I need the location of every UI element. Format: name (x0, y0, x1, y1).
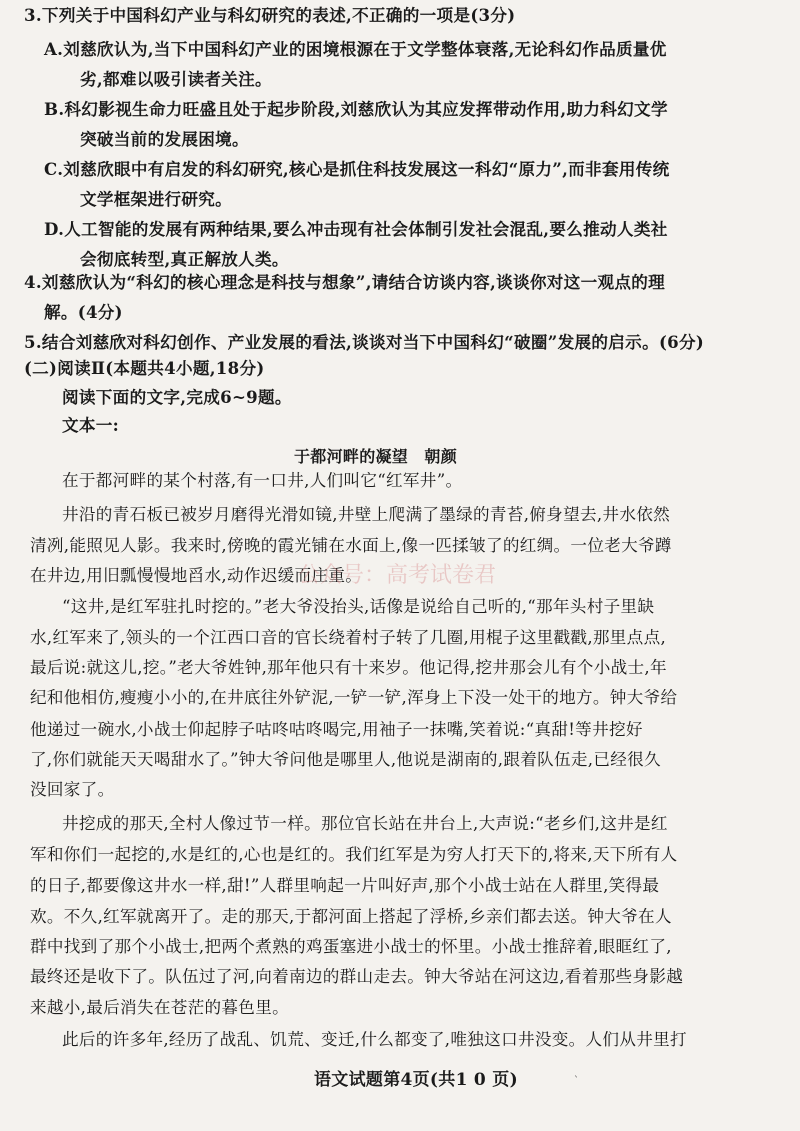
article-line: 欢。不久,红军就离开了。走的那天,于都河面上搭起了浮桥,乡亲们都去送。钟大爷在人 (30, 907, 672, 926)
article-line: 他递过一碗水,小战士仰起脖子咕咚咕咚喝完,用袖子一抹嘴,笑着说:“真甜!等井挖好 (30, 720, 643, 739)
scan-speck: ` (574, 1076, 579, 1087)
q3-option-d-cont: 会彻底转型,真正解放人类。 (80, 249, 289, 269)
q5-stem: 5.结合刘慈欣对科幻创作、产业发展的看法,谈谈对当下中国科幻“破圈”发展的启示。(6分) (24, 332, 705, 352)
q3-option-a: A.刘慈欣认为,当下中国科幻产业的困境根源在于文学整体衰落,无论科幻作品质量优 (44, 39, 667, 59)
article-line: “这井,是红军驻扎时挖的。”老大爷没抬头,话像是说给自己听的,“那年头村子里缺 (62, 597, 655, 616)
article-line: 的日子,都要像这井水一样,甜!”人群里响起一片叫好声,那个小战士站在人群里,笑得最 (30, 876, 660, 895)
article-line: 水,红军来了,领头的一个江西口音的官长绕着村子转了几圈,用棍子这里戳戳,那里点点, (30, 628, 667, 647)
q4-stem-cont: 解。(4分) (44, 302, 123, 322)
article-line: 没回家了。 (30, 780, 115, 799)
article-line: 井挖成的那天,全村人像过节一样。那位官长站在井台上,大声说:“老乡们,这井是红 (62, 814, 668, 833)
article-line: 最终还是收下了。队伍过了河,向着南边的群山走去。钟大爷站在河这边,看着那些身影越 (30, 967, 684, 986)
page-footer: 语文试题第4页(共1 0 页) (314, 1070, 518, 1090)
article-line: 群中找到了那个小战士,把两个煮熟的鸡蛋塞进小战士的怀里。小战士推辞着,眼眶红了, (30, 937, 672, 956)
article-line: 在井边,用旧瓢慢慢地舀水,动作迟缓而庄重。 (30, 566, 363, 585)
section-heading: (二)阅读Ⅱ(本题共4小题,18分) (24, 358, 265, 378)
q3-option-b-cont: 突破当前的发展困境。 (80, 129, 249, 149)
q3-option-d: D.人工智能的发展有两种结果,要么冲击现有社会体制引发社会混乱,要么推动人类社 (44, 219, 668, 239)
article-title: 于都河畔的凝望 朝颜 (294, 447, 458, 466)
article-line: 军和你们一起挖的,水是红的,心也是红的。我们红军是为穷人打天下的,将来,天下所有人 (30, 845, 678, 864)
article-line: 清冽,能照见人影。我来时,傍晚的霞光铺在水面上,像一匹揉皱了的红绸。一位老大爷蹲 (30, 536, 672, 555)
q3-option-b: B.科幻影视生命力旺盛且处于起步阶段,刘慈欣认为其应发挥带动作用,助力科幻文学 (44, 99, 668, 119)
q4-stem: 4.刘慈欣认为“科幻的核心理念是科技与想象”,请结合访谈内容,谈谈你对这一观点的理 (24, 272, 666, 292)
watermark: 公众号：高考试卷君 (298, 563, 497, 588)
article-line: 纪和他相仿,瘦瘦小小的,在井底往外铲泥,一铲一铲,浑身上下没一处干的地方。钟大爷给 (30, 688, 678, 707)
text1-label: 文本一: (62, 415, 120, 435)
article-line: 此后的许多年,经历了战乱、饥荒、变迁,什么都变了,唯独这口井没变。人们从井里打 (62, 1030, 687, 1049)
article-line: 来越小,最后消失在苍茫的暮色里。 (30, 998, 289, 1017)
q3-stem: 3.下列关于中国科幻产业与科幻研究的表述,不正确的一项是(3分) (24, 5, 516, 25)
q3-option-c: C.刘慈欣眼中有启发的科幻研究,核心是抓住科技发展这一科幻“原力”,而非套用传统 (44, 159, 670, 179)
article-line: 了,你们就能天天喝甜水了。”钟大爷问他是哪里人,他说是湖南的,跟着队伍走,已经很久 (30, 750, 661, 769)
reading-instruction: 阅读下面的文字,完成6~9题。 (62, 387, 292, 407)
q3-option-a-cont: 劣,都难以吸引读者关注。 (80, 69, 272, 89)
article-line: 最后说:就这儿,挖。”老大爷姓钟,那年他只有十来岁。他记得,挖井那会儿有个小战士,年 (30, 658, 667, 677)
article-line: 井沿的青石板已被岁月磨得光滑如镜,井壁上爬满了墨绿的青苔,俯身望去,井水依然 (62, 505, 671, 524)
article-line: 在于都河畔的某个村落,有一口井,人们叫它“红军井”。 (62, 471, 463, 490)
q3-option-c-cont: 文学框架进行研究。 (80, 189, 233, 209)
